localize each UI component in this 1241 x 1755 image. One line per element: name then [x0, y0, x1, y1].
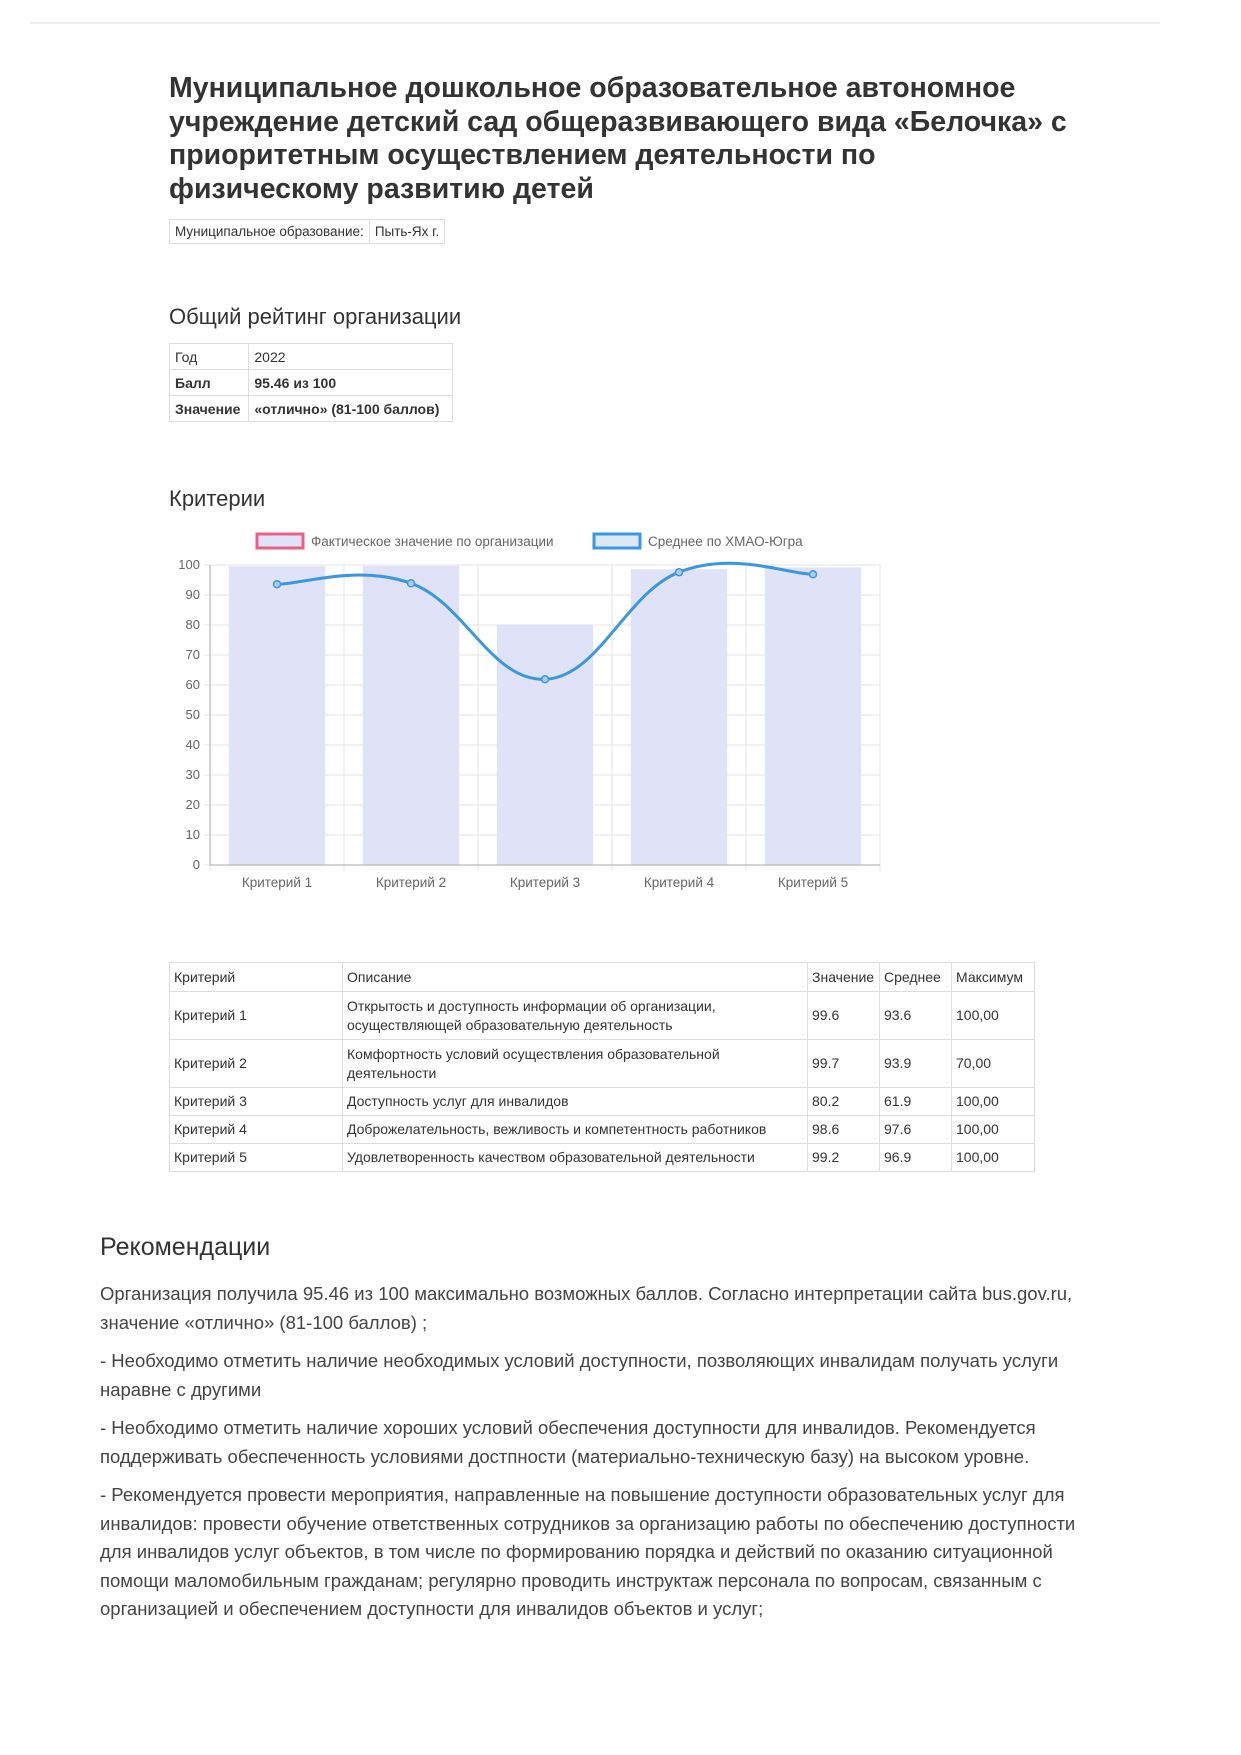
table-cell: 100,00	[952, 992, 1035, 1040]
y-tick-label: 50	[185, 707, 200, 722]
bar	[497, 624, 593, 865]
table-cell: Критерий 3	[170, 1088, 343, 1116]
table-cell: 98.6	[808, 1116, 880, 1144]
municipality-table	[169, 219, 445, 244]
legend-swatch-bar	[257, 534, 303, 548]
line-point	[274, 581, 281, 588]
y-tick-label: 60	[185, 677, 200, 692]
table-cell: 99.7	[808, 1040, 880, 1088]
rating-heading: Общий рейтинг организации	[169, 304, 462, 329]
table-cell: Критерий 1	[170, 992, 343, 1040]
line-point	[810, 571, 817, 578]
y-tick-label: 30	[185, 767, 200, 782]
bar	[631, 569, 727, 865]
recommendation-paragraph: Организация получила 95.46 из 100 максимально возможных баллов. Согласно интерпретации сайта bus.gov.ru, значение «отлично» (81-100 баллов) ;	[100, 1283, 1073, 1333]
y-tick-label: 70	[185, 647, 200, 662]
table-cell: 100,00	[952, 1088, 1035, 1116]
criteria-chart	[150, 525, 900, 905]
table-cell: Комфортность условий осуществления образовательной деятельности	[343, 1040, 808, 1088]
bar	[229, 566, 325, 865]
table-cell: 96.9	[880, 1144, 952, 1172]
rating-table	[169, 343, 453, 422]
municipality-label: Муниципальное образование:	[170, 220, 370, 244]
table-row	[170, 1116, 1035, 1144]
table-cell: 93.6	[880, 992, 952, 1040]
table-row	[170, 992, 1035, 1040]
table-cell: 93.9	[880, 1040, 952, 1088]
legend-swatch-line	[594, 534, 640, 548]
table-cell: Удовлетворенность качеством образовательной деятельности	[343, 1144, 808, 1172]
bar	[765, 567, 861, 865]
table-cell: Критерий 2	[170, 1040, 343, 1088]
rating-value: 2022	[249, 344, 453, 370]
line-point	[542, 676, 549, 683]
column-header: Максимум	[952, 963, 1035, 992]
y-tick-label: 90	[185, 587, 200, 602]
column-header: Значение	[808, 963, 880, 992]
legend-label: Среднее по ХМАО-Югра	[648, 534, 803, 549]
table-cell: Доступность услуг для инвалидов	[343, 1088, 808, 1116]
rating-value: «отлично» (81-100 баллов)	[249, 396, 453, 422]
rating-label: Год	[170, 344, 249, 370]
bar	[363, 566, 459, 865]
table-row	[170, 1040, 1035, 1088]
table-cell: 100,00	[952, 1116, 1035, 1144]
x-tick-label: Критерий 2	[375, 875, 447, 890]
rating-value: 95.46 из 100	[249, 370, 453, 396]
rating-label: Значение	[170, 396, 249, 422]
top-divider	[30, 22, 1160, 24]
y-tick-label: 0	[192, 857, 200, 872]
x-tick-label: Критерий 1	[241, 875, 313, 890]
x-tick-label: Критерий 3	[509, 875, 581, 890]
rating-row-score	[170, 370, 453, 396]
rating-row-year	[170, 344, 453, 370]
rating-row-grade	[170, 396, 453, 422]
table-row	[170, 1144, 1035, 1172]
table-cell: Критерий 5	[170, 1144, 343, 1172]
y-tick-label: 40	[185, 737, 200, 752]
y-tick-label: 20	[185, 797, 200, 812]
x-tick-label: Критерий 5	[777, 875, 849, 890]
legend-label: Фактическое значение по организации	[311, 534, 554, 549]
table-row	[170, 1088, 1035, 1116]
table-cell: Доброжелательность, вежливость и компетентность работников	[343, 1116, 808, 1144]
table-cell: 99.2	[808, 1144, 880, 1172]
recommendation-paragraph: - Рекомендуется провести мероприятия, направленные на повышение доступности образовательных услуг для инвалидов: провести обучение ответственных сотрудников за организацию работы по обеспечению доступности для инвалидов услуг объектов, в том числе по формированию порядка и действий по оказанию ситуационной помощи маломобильным гражданам; регулярно проводить инструктаж персонала по вопросам, связанным с организацией и обеспечением доступности для инвалидов объектов и услуг;	[100, 1484, 1076, 1619]
criteria-table	[169, 962, 1035, 1172]
criteria-heading: Критерии	[169, 486, 266, 511]
column-header: Описание	[343, 963, 808, 992]
recommendations-text	[100, 1280, 1110, 1634]
criteria-table-header	[170, 963, 1035, 992]
table-cell: 100,00	[952, 1144, 1035, 1172]
table-cell: 61.9	[880, 1088, 952, 1116]
recommendations-heading: Рекомендации	[100, 1233, 271, 1261]
recommendation-paragraph: - Необходимо отметить наличие необходимых условий доступности, позволяющих инвалидам получать услуги наравне с другими	[100, 1350, 1059, 1400]
page-title: Муниципальное дошкольное образовательное автономное учреждение детский сад общеразвивающего вида «Белочка» с приоритетным осуществлением деятельности по физическому развитию детей	[169, 72, 1067, 205]
table-cell: 99.6	[808, 992, 880, 1040]
y-tick-label: 80	[185, 617, 200, 632]
line-point	[408, 580, 415, 587]
municipality-value: Пыть-Ях г.	[369, 220, 444, 244]
recommendation-paragraph: - Необходимо отметить наличие хороших условий обеспечения доступности для инвалидов. Рекомендуется поддерживать обеспеченность условиями достпности (материально-техническую базу) на высоком уровне.	[100, 1417, 1036, 1467]
line-point	[676, 569, 683, 576]
y-tick-label: 100	[178, 557, 200, 572]
table-cell: 80.2	[808, 1088, 880, 1116]
table-cell: Открытость и доступность информации об организации, осуществляющей образовательную деятельность	[343, 992, 808, 1040]
rating-label: Балл	[170, 370, 249, 396]
column-header: Среднее	[880, 963, 952, 992]
y-tick-label: 10	[185, 827, 200, 842]
municipality-row	[170, 220, 445, 244]
table-cell: 97.6	[880, 1116, 952, 1144]
table-cell: Критерий 4	[170, 1116, 343, 1144]
x-tick-label: Критерий 4	[643, 875, 715, 890]
column-header: Критерий	[170, 963, 343, 992]
table-cell: 70,00	[952, 1040, 1035, 1088]
